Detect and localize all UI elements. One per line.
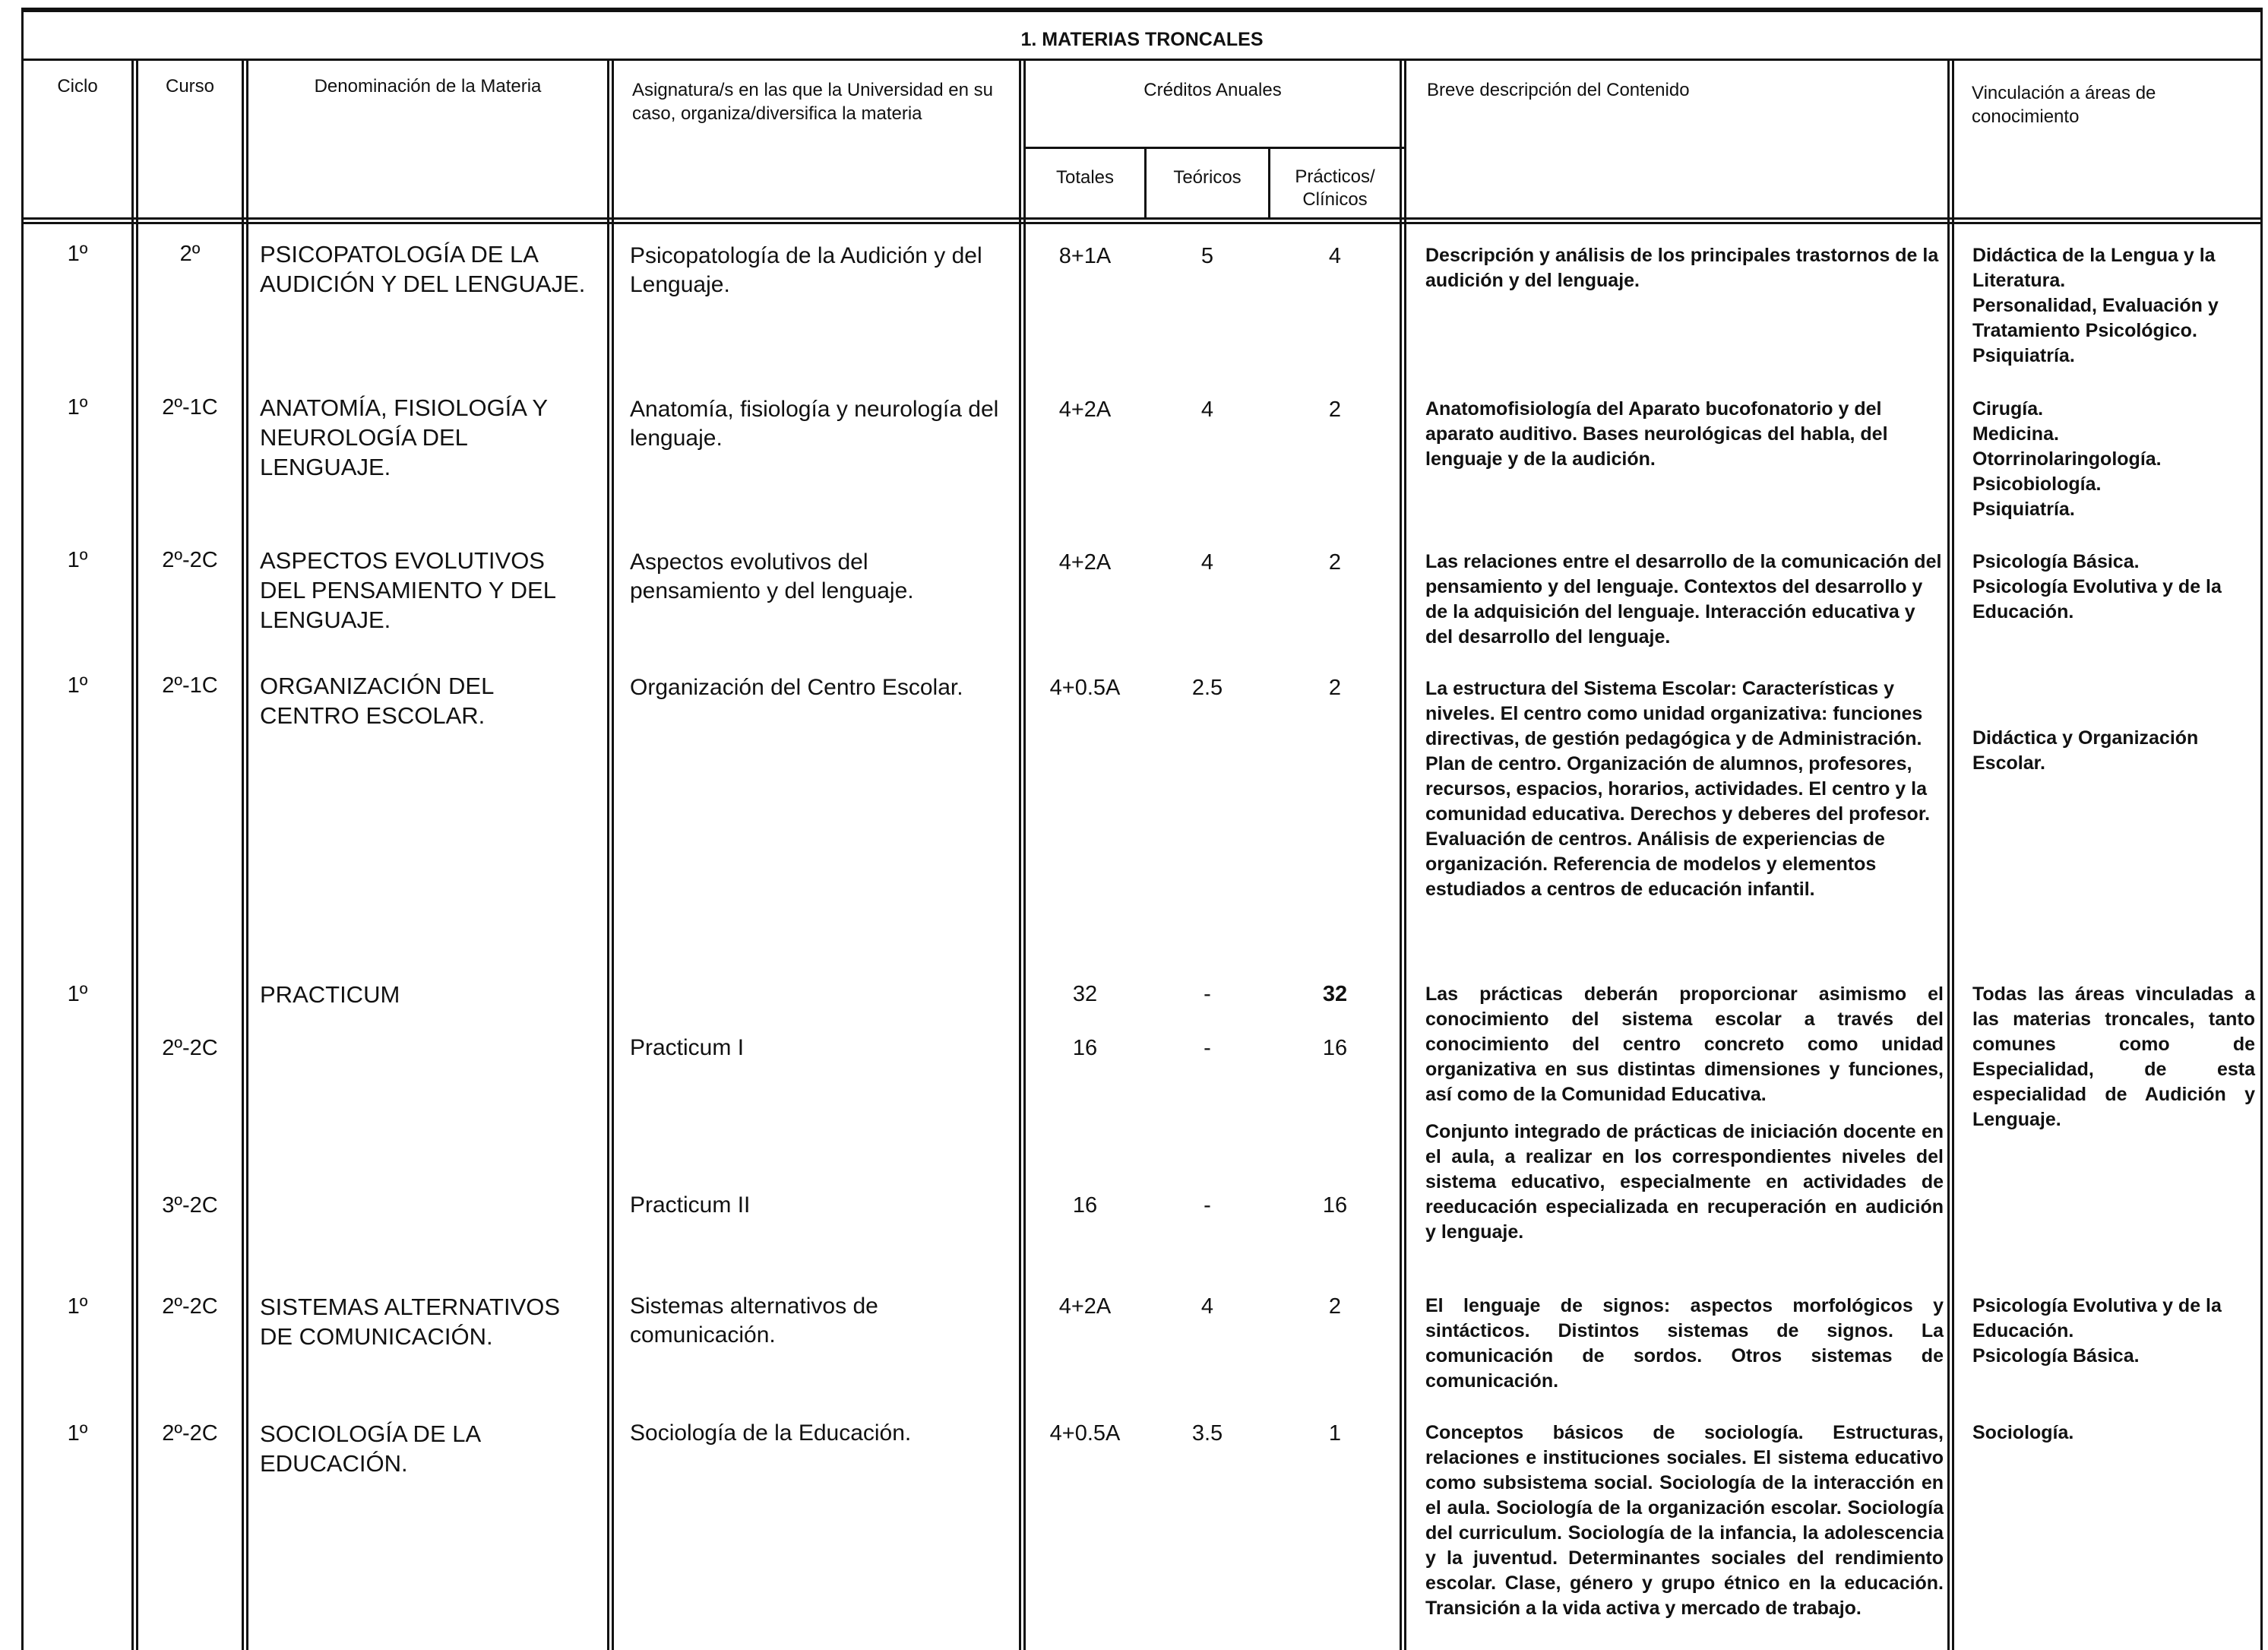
row1-areas: [1972, 243, 2261, 369]
row3-materia: ASPECTOS EVOLUTIVOS DEL PENSAMIENTO Y DEL LENGUAJE.: [260, 547, 555, 633]
row5-sub1-curso: 2º-2C: [162, 1036, 218, 1060]
row3-practicos: 2: [1328, 550, 1342, 575]
row4-practicos: 2: [1328, 676, 1342, 700]
row6-areas: [1972, 1294, 2261, 1369]
row5-sub1-practicos: 16: [1322, 1036, 1348, 1060]
area-item: Psicobiología.: [1972, 473, 2102, 495]
row2-totales: 4+2A: [1058, 397, 1112, 422]
area-item: Psicología Básica.: [1972, 1345, 2140, 1367]
row5-sub2-curso: 3º-2C: [162, 1193, 218, 1218]
area-item: Didáctica y Organización Escolar.: [1972, 727, 2199, 774]
area-item: Cirugía.: [1972, 398, 2044, 420]
row5-descripcion: [1425, 982, 1944, 1245]
row7-teoricos: 3.5: [1191, 1421, 1223, 1446]
row5-sub1-teoricos: -: [1204, 1036, 1211, 1060]
row1-totales: 8+1A: [1058, 244, 1112, 268]
row1-descripcion: Descripción y análisis de los principales trastornos de la audición y del lenguaje.: [1425, 245, 1939, 291]
row4-ciclo: 1º: [67, 673, 88, 698]
descripcion-parrafo-1: Las prácticas deberán proporcionar asimismo el conocimiento del sistema escolar a través del conocimiento del centro concreto como unidad organizativa en sus distintas dimensiones y funciones, así como de la Comunidad Educativa.: [1425, 983, 1944, 1105]
row6-descripcion: El lenguaje de signos: aspectos morfológicos y sintácticos. Distintos sistemas de signos. La comunicación de sordos. Otros sistemas de comunicación.: [1425, 1295, 1944, 1392]
row5-sub2-asignatura: Practicum II: [630, 1192, 751, 1218]
area-item: Otorrinolaringología.: [1972, 448, 2162, 470]
row4-curso: 2º-1C: [162, 673, 218, 698]
row7-practicos: 1: [1328, 1421, 1342, 1446]
row2-curso: 2º-1C: [162, 395, 218, 420]
row5-practicos: 32: [1322, 982, 1348, 1006]
row6-materia: SISTEMAS ALTERNATIVOS DE COMUNICACIÓN.: [260, 1294, 561, 1350]
row4-descripcion: La estructura del Sistema Escolar: Características y niveles. El centro como unidad organizativa: funciones directivas, de gestión pedagógica y de Administración. Plan de centro. Organización de alumnos, profesores, recursos, espacios, horarios, actividades. El centro y la comunidad educativa. Derechos y deberes del profesor. Evaluación de centros. Análisis de experiencias de organización. Referencia de modelos y elementos estudiados a centros de educación infantil.: [1425, 678, 1931, 900]
row2-practicos: 2: [1328, 397, 1342, 422]
header-denominacion: Denominación de la Materia: [314, 76, 542, 97]
header-practicos: Prácticos/ Clínicos: [1295, 166, 1375, 210]
header-curso: Curso: [165, 76, 215, 97]
row2-materia: ANATOMÍA, FISIOLOGÍA Y NEUROLOGÍA DEL LENGUAJE.: [260, 394, 548, 480]
row3-curso: 2º-2C: [162, 548, 218, 572]
row3-areas: [1972, 549, 2261, 625]
area-item: Medicina.: [1972, 423, 2059, 445]
header-ciclo: Ciclo: [57, 76, 98, 97]
row1-asignatura: Psicopatología de la Audición y del Lenguaje.: [630, 243, 982, 297]
row4-materia: ORGANIZACIÓN DEL CENTRO ESCOLAR.: [260, 673, 494, 729]
row7-asignatura: Sociología de la Educación.: [630, 1420, 912, 1446]
row6-asignatura: Sistemas alternativos de comunicación.: [630, 1294, 878, 1348]
col-rule-ciclo: [131, 61, 138, 1650]
row3-teoricos: 4: [1200, 550, 1214, 575]
row6-ciclo: 1º: [67, 1294, 88, 1319]
col-rule-asignatura: [1019, 61, 1026, 1650]
area-item: Psiquiatría.: [1972, 499, 2075, 520]
row2-areas: [1972, 397, 2261, 522]
row5-teoricos: -: [1204, 982, 1211, 1006]
row4-areas: [1972, 726, 2261, 776]
row6-practicos: 2: [1328, 1294, 1342, 1319]
row5-sub2-teoricos: -: [1204, 1193, 1211, 1218]
header-descripcion: Breve descripción del Contenido: [1427, 80, 1690, 100]
area-item: Didáctica de la Lengua y la Literatura.: [1972, 245, 2216, 291]
row7-curso: 2º-2C: [162, 1421, 218, 1446]
title-separator: [21, 59, 2263, 61]
header-creditos: Créditos Anuales: [1143, 80, 1282, 100]
row1-practicos: 4: [1328, 244, 1342, 268]
row5-sub2-totales: 16: [1072, 1193, 1098, 1218]
row5-sub1-asignatura: Practicum I: [630, 1035, 745, 1060]
row6-curso: 2º-2C: [162, 1294, 218, 1319]
row5-sub1-totales: 16: [1072, 1036, 1098, 1060]
row4-asignatura: Organización del Centro Escolar.: [630, 675, 963, 700]
descripcion-parrafo-2: Conjunto integrado de prácticas de iniciación docente en el aula, a realizar en los correspondientes niveles del sistema educativo, especialmente en actividades de reeducación especializada en recuperación en audición y lenguaje.: [1425, 1121, 1944, 1243]
row3-descripcion: Las relaciones entre el desarrollo de la comunicación del pensamiento y del lenguaje. Contextos del desarrollo y de la adquisición del lenguaje. Interacción educativa y del desarrollo del lenguaje.: [1425, 551, 1942, 648]
col-rule-creditos: [1400, 61, 1406, 1650]
row1-ciclo: 1º: [67, 242, 88, 266]
table-title: 1. MATERIAS TRONCALES: [1020, 29, 1264, 50]
header-asignatura: Asignatura/s en las que la Universidad en su caso, organiza/diversifica la materia: [632, 80, 993, 124]
row7-areas: [1972, 1420, 2261, 1446]
row2-ciclo: 1º: [67, 395, 88, 420]
row3-totales: 4+2A: [1058, 550, 1112, 575]
header-vinculacion: Vinculación a áreas de conocimiento: [1972, 83, 2156, 127]
header-teoricos: Teóricos: [1173, 167, 1242, 188]
row1-materia: PSICOPATOLOGÍA DE LA AUDICIÓN Y DEL LENGUAJE.: [260, 241, 586, 297]
row7-descripcion: Conceptos básicos de sociología. Estructuras, relaciones e instituciones sociales. El sistema educativo como subsistema social. Sociología de la interacción en el aula. Sociología de la organización escolar. Sociología del curriculum. Sociología de la infancia, la adolescencia y la juventud. Determinantes sociales del rendimiento escolar. Clase, género y grupo étnico en la educación. Transición a la vida activa y mercado de trabajo.: [1425, 1422, 1944, 1619]
row5-ciclo: 1º: [67, 982, 88, 1006]
area-item: Sociología.: [1972, 1422, 2074, 1443]
row4-totales: 4+0.5A: [1049, 676, 1121, 700]
area-item: Psicología Básica.: [1972, 551, 2140, 572]
row5-areas: Todas las áreas vinculadas a las materias troncales, tanto comunes como de Especialidad, de esta especialidad de Audición y Lenguaje.: [1972, 983, 2255, 1130]
row6-teoricos: 4: [1200, 1294, 1214, 1319]
col-rule-descripcion: [1947, 61, 1954, 1650]
header-totales: Totales: [1055, 167, 1115, 188]
area-item: Psicología Evolutiva y de la Educación.: [1972, 576, 2222, 622]
area-item: Psicología Evolutiva y de la Educación.: [1972, 1295, 2222, 1341]
row3-asignatura: Aspectos evolutivos del pensamiento y del lenguaje.: [630, 549, 914, 603]
area-item: Psiquiatría.: [1972, 345, 2075, 366]
row5-materia: PRACTICUM: [260, 981, 400, 1008]
row2-descripcion: Anatomofisiología del Aparato bucofonatorio y del aparato auditivo. Bases neurológicas del habla, del lenguaje y de la audición.: [1425, 398, 1888, 470]
row7-materia: SOCIOLOGÍA DE LA EDUCACIÓN.: [260, 1420, 480, 1477]
row2-teoricos: 4: [1200, 397, 1214, 422]
row4-teoricos: 2.5: [1191, 676, 1223, 700]
col-rule-denominacion: [607, 61, 614, 1650]
table-top-rule: [21, 8, 2263, 10]
row5-totales: 32: [1072, 982, 1098, 1006]
row6-totales: 4+2A: [1058, 1294, 1112, 1319]
row7-ciclo: 1º: [67, 1421, 88, 1446]
row7-totales: 4+0.5A: [1049, 1421, 1121, 1446]
col-rule-curso: [242, 61, 248, 1650]
row2-asignatura: Anatomía, fisiología y neurología del lenguaje.: [630, 397, 999, 451]
row1-curso: 2º: [179, 242, 201, 266]
header-separator: [21, 217, 2263, 224]
area-item: Personalidad, Evaluación y Tratamiento Psicológico.: [1972, 295, 2219, 341]
row3-ciclo: 1º: [67, 548, 88, 572]
row1-teoricos: 5: [1200, 244, 1214, 268]
creditos-separator: [1026, 147, 1406, 149]
troncales-table: [21, 8, 2263, 1650]
row5-sub2-practicos: 16: [1322, 1193, 1348, 1218]
